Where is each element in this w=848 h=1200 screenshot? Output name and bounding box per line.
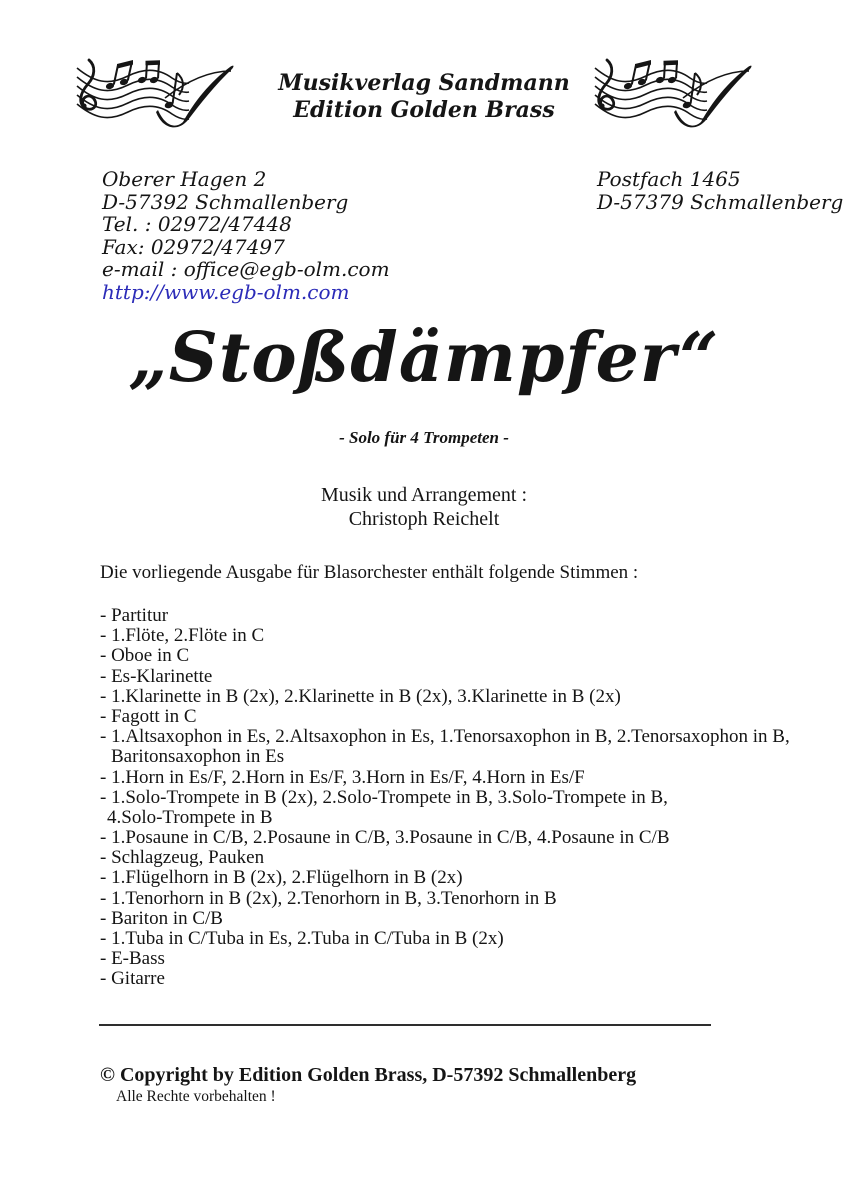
part-line: - Partitur xyxy=(100,605,169,626)
contact-line: Oberer Hagen 2 xyxy=(102,167,267,191)
rights-line: Alle Rechte vorbehalten ! xyxy=(116,1088,276,1105)
publisher-line: Edition Golden Brass xyxy=(293,97,555,123)
contact-line: Postfach 1465 xyxy=(597,167,741,191)
footer-divider xyxy=(99,1024,711,1026)
part-line: - E-Bass xyxy=(100,948,165,970)
copyright-line: © Copyright by Edition Golden Brass, D-57392 Schmallenberg xyxy=(100,1064,637,1086)
publisher-line: Musikverlag Sandmann xyxy=(278,70,570,96)
credit-block xyxy=(0,484,848,531)
part-line: - Es-Klarinette xyxy=(100,665,213,687)
contact-line: D-57379 Schmallenberg xyxy=(597,189,844,214)
work-subtitle: - Solo für 4 Trompeten - xyxy=(339,428,509,447)
parts-list xyxy=(100,606,790,990)
part-line: - 1.Tuba in C/Tuba in Es, 2.Tuba in C/Tuba in B (2x) xyxy=(100,928,504,949)
publisher-name xyxy=(0,70,848,124)
part-line: - 1.Flöte, 2.Flöte in C xyxy=(100,625,265,647)
part-line: - Oboe in C xyxy=(100,645,190,667)
part-line: - 1.Solo-Trompete in B (2x), 2.Solo-Trompete in B, 3.Solo-Trompete in B, xyxy=(100,786,668,808)
contact-line: D-57392 Schmallenberg xyxy=(102,189,349,214)
part-line: - 1.Altsaxophon in Es, 2.Altsaxophon in Es, 1.Tenorsaxophon in B, 2.Tenorsaxophon in B, xyxy=(100,726,790,748)
contact-line: e-mail : office@egb-olm.com xyxy=(102,257,390,281)
part-line: - Bariton in C/B xyxy=(100,907,223,929)
part-line: - Schlagzeug, Pauken xyxy=(100,847,265,869)
contact-line: Tel. : 02972/47448 xyxy=(102,212,292,236)
part-line: - 1.Klarinette in B (2x), 2.Klarinette in B (2x), 3.Klarinette in B (2x) xyxy=(100,685,621,707)
part-line: - Fagott in C xyxy=(100,705,197,727)
composer-name: Christoph Reichelt xyxy=(348,507,500,530)
credit-label: Musik und Arrangement : xyxy=(320,484,528,506)
website-link[interactable]: http://www.egb-olm.com xyxy=(102,279,350,304)
contact-block-left xyxy=(102,168,390,303)
part-line: - 1.Tenorhorn in B (2x), 2.Tenorhorn in B, 3.Tenorhorn in B xyxy=(100,887,557,909)
contact-block-right xyxy=(597,168,843,213)
part-line: - Gitarre xyxy=(100,968,165,990)
contact-left-lines xyxy=(102,168,390,281)
part-line: 4.Solo-Trompete in B xyxy=(107,806,273,828)
contact-line: Fax: 02972/47497 xyxy=(102,234,285,259)
parts-intro: Die vorliegende Ausgabe für Blasorchester enthält folgende Stimmen : xyxy=(100,562,639,583)
part-line: - 1.Horn in Es/F, 2.Horn in Es/F, 3.Horn in Es/F, 4.Horn in Es/F xyxy=(100,766,585,788)
part-line: - 1.Flügelhorn in B (2x), 2.Flügelhorn in B (2x) xyxy=(100,867,463,889)
part-line: Baritonsaxophon in Es xyxy=(111,746,285,768)
part-line: - 1.Posaune in C/B, 2.Posaune in C/B, 3.Posaune in C/B, 4.Posaune in C/B xyxy=(100,827,670,849)
work-title: „Stoßdämpfer“ xyxy=(128,318,720,398)
